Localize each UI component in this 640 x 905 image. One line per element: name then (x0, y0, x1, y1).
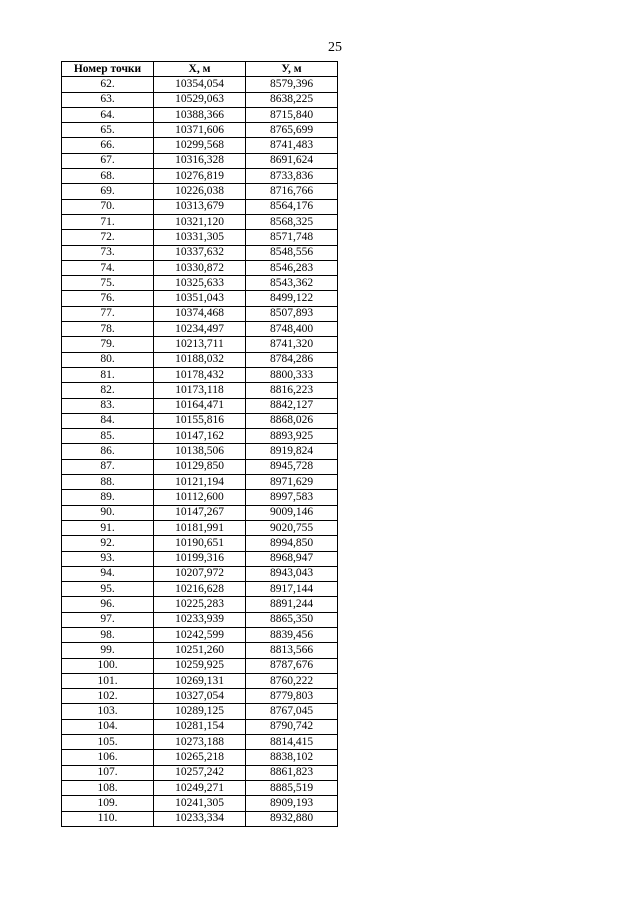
cell-y: 8917,144 (246, 582, 338, 597)
cell-point-number: 62. (62, 77, 154, 92)
table-row (62, 230, 338, 245)
cell-y: 9009,146 (246, 505, 338, 520)
table-row (62, 796, 338, 811)
cell-point-number: 94. (62, 566, 154, 581)
cell-y: 8499,122 (246, 291, 338, 306)
cell-y: 8932,880 (246, 811, 338, 826)
cell-x: 10273,188 (154, 735, 246, 750)
table-row (62, 352, 338, 367)
cell-x: 10207,972 (154, 566, 246, 581)
cell-y: 8790,742 (246, 719, 338, 734)
cell-y: 8861,823 (246, 765, 338, 780)
table-row (62, 184, 338, 199)
cell-y: 8571,748 (246, 230, 338, 245)
cell-y: 8838,102 (246, 750, 338, 765)
cell-point-number: 103. (62, 704, 154, 719)
coordinates-table (61, 61, 338, 827)
cell-x: 10351,043 (154, 291, 246, 306)
table-row (62, 612, 338, 627)
cell-x: 10251,260 (154, 643, 246, 658)
cell-y: 8568,325 (246, 214, 338, 229)
cell-point-number: 93. (62, 551, 154, 566)
table-row (62, 704, 338, 719)
table-row (62, 719, 338, 734)
table-row (62, 383, 338, 398)
table-row (62, 444, 338, 459)
cell-point-number: 107. (62, 765, 154, 780)
table-row (62, 245, 338, 260)
cell-x: 10354,054 (154, 77, 246, 92)
cell-point-number: 92. (62, 536, 154, 551)
cell-x: 10316,328 (154, 153, 246, 168)
cell-y: 8943,043 (246, 566, 338, 581)
cell-x: 10188,032 (154, 352, 246, 367)
cell-point-number: 77. (62, 306, 154, 321)
cell-x: 10325,633 (154, 276, 246, 291)
cell-point-number: 82. (62, 383, 154, 398)
cell-point-number: 91. (62, 520, 154, 535)
cell-point-number: 85. (62, 429, 154, 444)
cell-x: 10233,939 (154, 612, 246, 627)
table-row (62, 597, 338, 612)
cell-x: 10225,283 (154, 597, 246, 612)
cell-y: 8885,519 (246, 780, 338, 795)
cell-y: 8816,223 (246, 383, 338, 398)
table-row (62, 214, 338, 229)
cell-point-number: 99. (62, 643, 154, 658)
cell-x: 10147,267 (154, 505, 246, 520)
cell-y: 8997,583 (246, 490, 338, 505)
cell-x: 10269,131 (154, 673, 246, 688)
cell-point-number: 70. (62, 199, 154, 214)
cell-point-number: 87. (62, 459, 154, 474)
cell-x: 10216,628 (154, 582, 246, 597)
cell-y: 8968,947 (246, 551, 338, 566)
cell-y: 8733,836 (246, 169, 338, 184)
cell-point-number: 65. (62, 123, 154, 138)
header-point-number: Номер точки (62, 62, 154, 77)
cell-point-number: 86. (62, 444, 154, 459)
table-row (62, 551, 338, 566)
table-row (62, 475, 338, 490)
cell-y: 8971,629 (246, 475, 338, 490)
cell-y: 8748,400 (246, 322, 338, 337)
cell-point-number: 64. (62, 107, 154, 122)
cell-point-number: 95. (62, 582, 154, 597)
table-row (62, 750, 338, 765)
cell-point-number: 110. (62, 811, 154, 826)
table-row (62, 398, 338, 413)
table-row (62, 337, 338, 352)
table-row (62, 459, 338, 474)
table-row (62, 413, 338, 428)
cell-x: 10331,305 (154, 230, 246, 245)
cell-x: 10190,651 (154, 536, 246, 551)
table-row (62, 536, 338, 551)
cell-y: 8945,728 (246, 459, 338, 474)
table-row (62, 107, 338, 122)
cell-y: 8741,320 (246, 337, 338, 352)
cell-y: 8546,283 (246, 260, 338, 275)
cell-point-number: 72. (62, 230, 154, 245)
cell-x: 10121,194 (154, 475, 246, 490)
table-row (62, 276, 338, 291)
table-row (62, 322, 338, 337)
cell-point-number: 71. (62, 214, 154, 229)
cell-x: 10276,819 (154, 169, 246, 184)
cell-y: 8868,026 (246, 413, 338, 428)
cell-x: 10112,600 (154, 490, 246, 505)
cell-x: 10337,632 (154, 245, 246, 260)
cell-x: 10321,120 (154, 214, 246, 229)
page-number: 25 (328, 40, 342, 55)
cell-point-number: 101. (62, 673, 154, 688)
table-row (62, 566, 338, 581)
table-row (62, 367, 338, 382)
cell-y: 8919,824 (246, 444, 338, 459)
cell-x: 10374,468 (154, 306, 246, 321)
table-row (62, 582, 338, 597)
cell-point-number: 80. (62, 352, 154, 367)
cell-point-number: 97. (62, 612, 154, 627)
cell-point-number: 105. (62, 735, 154, 750)
cell-y: 8579,396 (246, 77, 338, 92)
cell-y: 8994,850 (246, 536, 338, 551)
table-row (62, 505, 338, 520)
cell-x: 10213,711 (154, 337, 246, 352)
cell-x: 10327,054 (154, 689, 246, 704)
cell-point-number: 98. (62, 627, 154, 642)
cell-x: 10265,218 (154, 750, 246, 765)
table-row (62, 77, 338, 92)
cell-point-number: 90. (62, 505, 154, 520)
cell-y: 8893,925 (246, 429, 338, 444)
table-row (62, 643, 338, 658)
cell-point-number: 88. (62, 475, 154, 490)
table-row (62, 780, 338, 795)
table-row (62, 658, 338, 673)
cell-point-number: 109. (62, 796, 154, 811)
table-row (62, 490, 338, 505)
cell-y: 8767,045 (246, 704, 338, 719)
cell-point-number: 108. (62, 780, 154, 795)
table-row (62, 92, 338, 107)
table-row (62, 627, 338, 642)
cell-x: 10147,162 (154, 429, 246, 444)
table-row (62, 765, 338, 780)
cell-point-number: 89. (62, 490, 154, 505)
cell-x: 10164,471 (154, 398, 246, 413)
cell-x: 10330,872 (154, 260, 246, 275)
cell-x: 10388,366 (154, 107, 246, 122)
cell-y: 8638,225 (246, 92, 338, 107)
cell-point-number: 102. (62, 689, 154, 704)
cell-x: 10313,679 (154, 199, 246, 214)
cell-x: 10226,038 (154, 184, 246, 199)
cell-x: 10289,125 (154, 704, 246, 719)
cell-x: 10299,568 (154, 138, 246, 153)
cell-x: 10181,991 (154, 520, 246, 535)
table-row (62, 811, 338, 826)
table-row (62, 138, 338, 153)
cell-y: 8839,456 (246, 627, 338, 642)
cell-y: 8765,699 (246, 123, 338, 138)
cell-point-number: 76. (62, 291, 154, 306)
cell-point-number: 73. (62, 245, 154, 260)
cell-point-number: 79. (62, 337, 154, 352)
cell-point-number: 68. (62, 169, 154, 184)
cell-point-number: 66. (62, 138, 154, 153)
cell-y: 8800,333 (246, 367, 338, 382)
cell-point-number: 67. (62, 153, 154, 168)
table-row (62, 306, 338, 321)
cell-x: 10242,599 (154, 627, 246, 642)
cell-point-number: 75. (62, 276, 154, 291)
cell-y: 8891,244 (246, 597, 338, 612)
table-row (62, 123, 338, 138)
table-row (62, 169, 338, 184)
table-body (62, 77, 338, 827)
cell-y: 8715,840 (246, 107, 338, 122)
cell-point-number: 106. (62, 750, 154, 765)
cell-y: 8548,556 (246, 245, 338, 260)
table-row (62, 735, 338, 750)
cell-x: 10178,432 (154, 367, 246, 382)
cell-point-number: 104. (62, 719, 154, 734)
cell-x: 10138,506 (154, 444, 246, 459)
cell-x: 10281,154 (154, 719, 246, 734)
cell-y: 8813,566 (246, 643, 338, 658)
cell-x: 10241,305 (154, 796, 246, 811)
cell-point-number: 63. (62, 92, 154, 107)
cell-point-number: 84. (62, 413, 154, 428)
cell-x: 10233,334 (154, 811, 246, 826)
cell-point-number: 96. (62, 597, 154, 612)
table-row (62, 689, 338, 704)
cell-x: 10173,118 (154, 383, 246, 398)
cell-x: 10199,316 (154, 551, 246, 566)
cell-x: 10234,497 (154, 322, 246, 337)
cell-y: 8909,193 (246, 796, 338, 811)
cell-point-number: 78. (62, 322, 154, 337)
cell-x: 10129,850 (154, 459, 246, 474)
table-row (62, 260, 338, 275)
cell-point-number: 74. (62, 260, 154, 275)
cell-point-number: 100. (62, 658, 154, 673)
cell-y: 8814,415 (246, 735, 338, 750)
table-row (62, 429, 338, 444)
cell-y: 8691,624 (246, 153, 338, 168)
cell-x: 10155,816 (154, 413, 246, 428)
table-row (62, 673, 338, 688)
cell-y: 8543,362 (246, 276, 338, 291)
cell-y: 8865,350 (246, 612, 338, 627)
cell-y: 8760,222 (246, 673, 338, 688)
cell-y: 8564,176 (246, 199, 338, 214)
cell-x: 10259,925 (154, 658, 246, 673)
header-y: У, м (246, 62, 338, 77)
cell-y: 8741,483 (246, 138, 338, 153)
cell-y: 8784,286 (246, 352, 338, 367)
table-row (62, 520, 338, 535)
table-row (62, 199, 338, 214)
cell-x: 10529,063 (154, 92, 246, 107)
cell-x: 10371,606 (154, 123, 246, 138)
cell-y: 8779,803 (246, 689, 338, 704)
cell-y: 8842,127 (246, 398, 338, 413)
cell-y: 8507,893 (246, 306, 338, 321)
cell-y: 9020,755 (246, 520, 338, 535)
cell-point-number: 81. (62, 367, 154, 382)
cell-x: 10257,242 (154, 765, 246, 780)
header-x: X, м (154, 62, 246, 77)
table-row (62, 153, 338, 168)
cell-point-number: 83. (62, 398, 154, 413)
cell-y: 8716,766 (246, 184, 338, 199)
table-header-row (62, 62, 338, 77)
table-row (62, 291, 338, 306)
cell-y: 8787,676 (246, 658, 338, 673)
cell-point-number: 69. (62, 184, 154, 199)
cell-x: 10249,271 (154, 780, 246, 795)
